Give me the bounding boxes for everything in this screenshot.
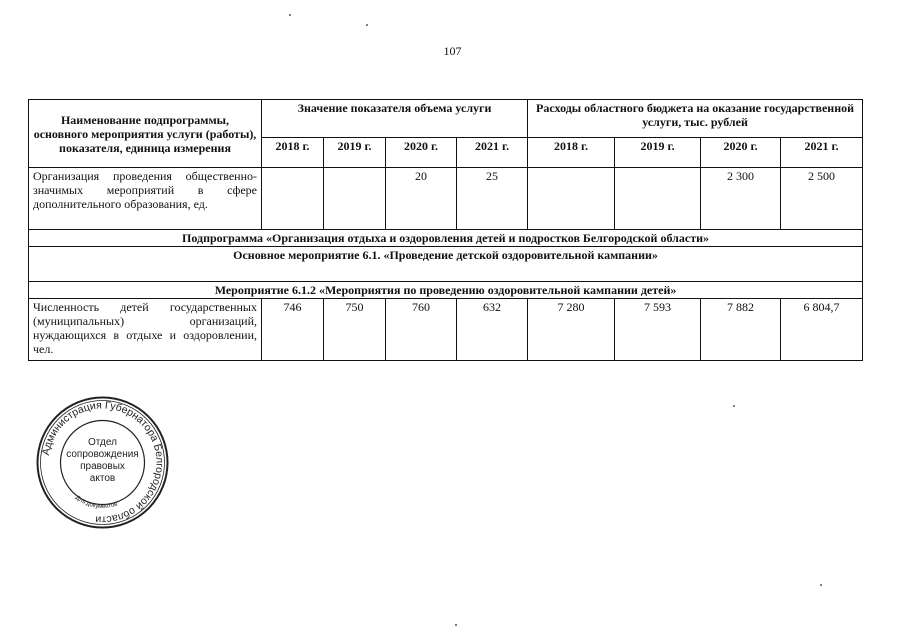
- value-cell: 7 593: [615, 299, 701, 361]
- year-header: 2018 г.: [528, 138, 615, 168]
- seal-ring-text: Администрация Губернатора Белгородской области: [39, 399, 166, 526]
- budget-table: [28, 99, 863, 361]
- header-volume-cell: Значение показателя объема услуги: [262, 100, 528, 138]
- year-header: 2018 г.: [262, 138, 324, 168]
- value-cell: 632: [457, 299, 528, 361]
- seal-stamp: [35, 395, 170, 530]
- scan-speck: [820, 584, 822, 586]
- value-cell: 2 500: [781, 168, 863, 230]
- subprogram-row: Подпрограмма «Организация отдыха и оздоровления детей и подростков Белгородской области»: [29, 230, 863, 247]
- value-cell: 25: [457, 168, 528, 230]
- value-cell: 6 804,7: [781, 299, 863, 361]
- scan-speck: [455, 624, 457, 626]
- value-cell: 746: [262, 299, 324, 361]
- year-header: 2020 г.: [701, 138, 781, 168]
- scan-speck: [289, 14, 291, 16]
- seal-bottom-text: Для документов: [73, 494, 119, 511]
- page-number: 107: [443, 44, 462, 58]
- header-name-cell: Наименование подпрограммы, основного мероприятия услуги (работы), показателя, единица измерения: [29, 100, 262, 168]
- scan-speck: [733, 405, 735, 407]
- row-name: Организация проведения общественно-значимых мероприятий в сфере дополнительного образования, ед.: [29, 168, 262, 230]
- value-cell: 750: [324, 299, 386, 361]
- value-cell: [528, 168, 615, 230]
- scan-speck: [366, 24, 368, 26]
- value-cell: [615, 168, 701, 230]
- value-cell: [262, 168, 324, 230]
- seal-center-line: актов: [89, 473, 116, 484]
- value-cell: 7 280: [528, 299, 615, 361]
- year-header: 2019 г.: [615, 138, 701, 168]
- year-header: 2019 г.: [324, 138, 386, 168]
- year-header: 2021 г.: [457, 138, 528, 168]
- value-cell: 2 300: [701, 168, 781, 230]
- seal-center-line: сопровождения: [66, 449, 139, 460]
- year-header: 2021 г.: [781, 138, 863, 168]
- seal-center-line: правовых: [80, 461, 125, 472]
- value-cell: 20: [386, 168, 457, 230]
- activity-row: Мероприятие 6.1.2 «Мероприятия по проведению оздоровительной кампании детей»: [29, 282, 863, 299]
- value-cell: [324, 168, 386, 230]
- header-expense-cell: Расходы областного бюджета на оказание государственной услуги, тыс. рублей: [528, 100, 863, 138]
- seal-center-line: Отдел: [88, 437, 117, 448]
- year-header: 2020 г.: [386, 138, 457, 168]
- value-cell: 760: [386, 299, 457, 361]
- value-cell: 7 882: [701, 299, 781, 361]
- row-name: Численность детей государственных (муниципальных) организаций, нуждающихся в отдыхе и оздоровлении, чел.: [29, 299, 262, 361]
- main-activity-row: Основное мероприятие 6.1. «Проведение детской оздоровительной кампании»: [29, 247, 863, 282]
